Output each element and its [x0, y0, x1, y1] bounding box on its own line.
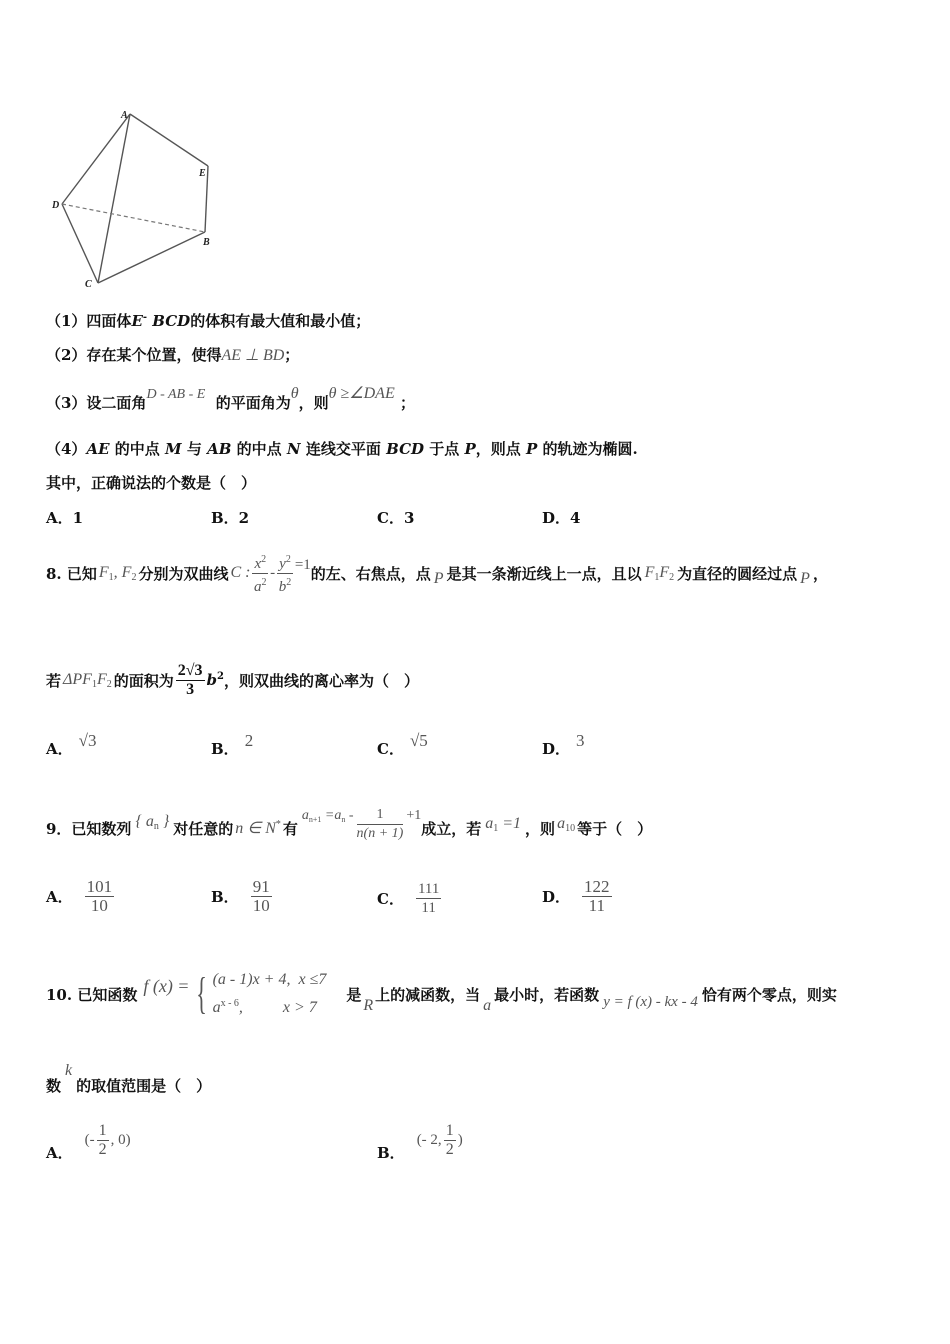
q7-statement-2: （2）存在某个位置，使得AE ⊥ BD； [46, 346, 300, 364]
label-C: C [85, 279, 92, 290]
label-B: B [203, 237, 210, 248]
q10-option-b[interactable]: B． (- 2, $\frac{1}{2}$ ) [377, 1122, 463, 1162]
q9-option-d[interactable]: D． $\frac{122}{11}$ [542, 877, 610, 915]
edge-AD [62, 114, 130, 204]
q8-option-c[interactable]: C． √5 [377, 731, 428, 758]
q7-statement-4: （4）AE 的中点 M 与 AB 的中点 N 连线交平面 BCD 于点 P，则点 P 的轨迹为椭圆. [46, 440, 638, 458]
y2-over-b2: $\frac{y^2}{b^2}$ [277, 551, 293, 596]
edge-CB [98, 232, 205, 283]
x2-over-a2: $\frac{x^2}{a^2}$ [252, 551, 268, 596]
q9-option-b[interactable]: B． $\frac{91}{10}$ [211, 877, 270, 915]
q7-statement-3: （3）设二面角D - AB - E 的平面角为θ，则θ ≥∠DAE ； [46, 385, 415, 412]
tetrahedron-figure [40, 100, 230, 295]
q7-prompt: 其中，正确说法的个数是（ ） [46, 474, 257, 492]
q8-option-b[interactable]: B． 2 [211, 731, 254, 758]
recurrence-fraction: $\frac{1}{n(n + 1)}$ [356, 806, 404, 841]
q8-stem-line2: 若 $\Delta PF_1F_2$ 的面积为 $\frac{2√3}{3}$ $b^2$ ，则双曲线的离心率为（ ） [46, 661, 420, 698]
q10-stem-line1: 10. 已知函数 f (x) = { (a - 1)x + 4, x ≤7 $a^{x - 6}$, x > 7 是 R 上的减函数，当 a 最小时，若函数 y = f (x) - kx - 4 恰有两个零点，则实 [46, 969, 837, 1018]
label-D: D [52, 200, 60, 211]
piecewise-cases: (a - 1)x + 4, x ≤7 $a^{x - 6}$, x > 7 [212, 971, 327, 1016]
q9-option-a[interactable]: A． $\frac{101}{10}$ [46, 877, 113, 915]
area-fraction: $\frac{2√3}{3}$ [177, 661, 203, 698]
q8-option-d[interactable]: D． 3 [542, 731, 585, 758]
q9-option-c[interactable]: C． $\frac{111}{11}$ [377, 881, 440, 916]
q8-option-a[interactable]: A． √3 [46, 731, 97, 758]
label-E: E [199, 168, 206, 179]
q7-option-c[interactable]: C．3 [377, 509, 415, 527]
q7-statement-1: （1）四面体E- BCD的体积有最大值和最小值； [46, 312, 371, 330]
edge-AC [98, 114, 130, 283]
q9-stem: 9．已知数列 { $a_n$ } 对任意的 n ∈ N* 有 $a_{n+1} =a_n$ - $\frac{1}{n(n + 1)}$ +1 成立，若 $a_1 =1$ ，则 $a_{10}$ 等于（ ） [46, 806, 653, 841]
edge-AE [130, 114, 208, 166]
q10-option-a[interactable]: A． (- $\frac{1}{2}$ , 0) [46, 1122, 131, 1162]
q7-option-b[interactable]: B．2 [211, 509, 250, 527]
label-A: A [121, 110, 128, 121]
edge-DB-hidden [62, 204, 205, 232]
q7-option-d[interactable]: D．4 [542, 509, 581, 527]
q10-stem-line2: 数 k 的取值范围是（ ） [46, 1062, 212, 1095]
edge-DC [62, 204, 98, 283]
q7-option-a[interactable]: A．1 [46, 509, 84, 527]
q8-stem-line1: 8. 已知 $F_1$, $F_2$ 分别为双曲线 C : $\frac{x^2}{a^2}$ - $\frac{y^2}{b^2}$ =1 的左、右焦点，点 P 是其一条渐近线上一点，且以 $F_1F_2$ 为直径的圆经过点 P ， [46, 548, 828, 598]
piecewise-brace: { [196, 969, 208, 1018]
